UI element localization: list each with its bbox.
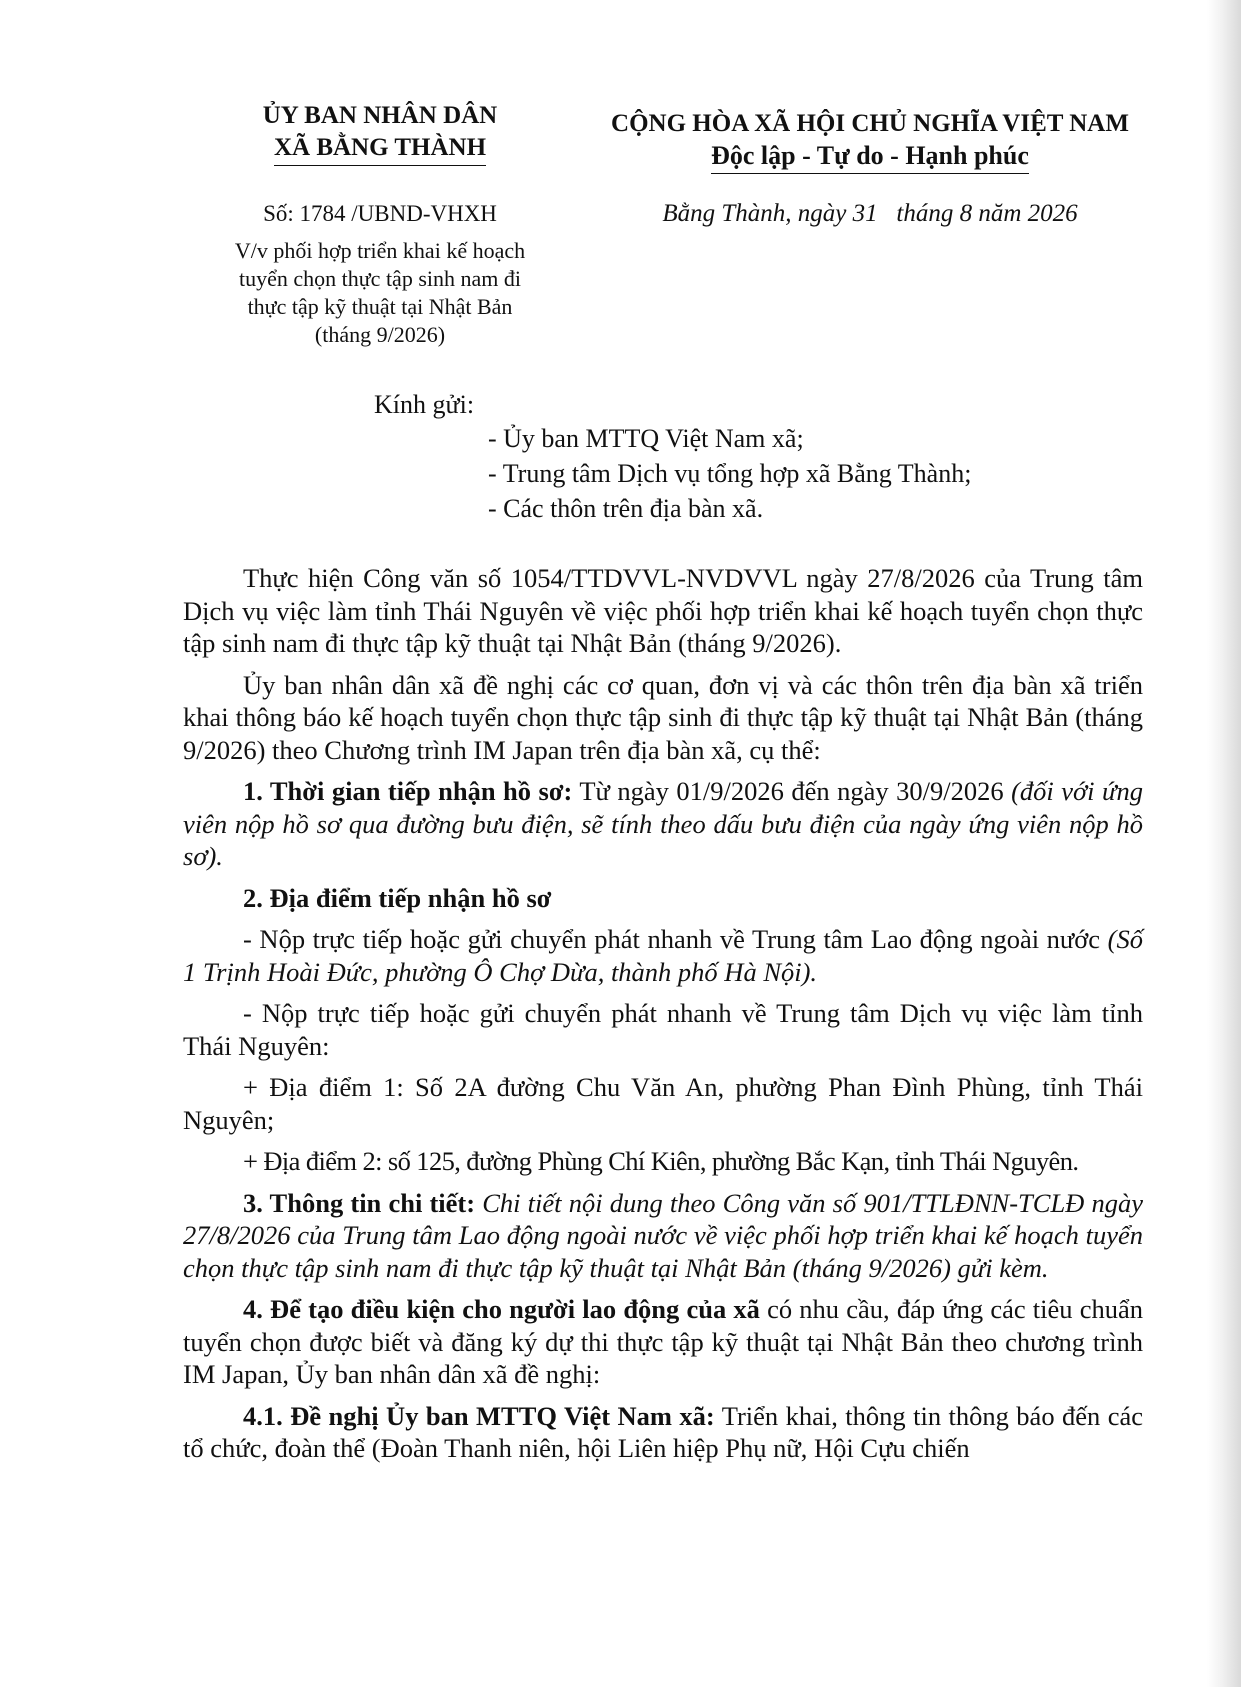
document-subject: [190, 237, 570, 349]
country-name: CỘNG HÒA XÃ HỘI CHỦ NGHĨA VIỆT NAM: [611, 110, 1129, 137]
section-4-text: có nhu cầu, đáp ứng các tiêu chuẩn tuyển chọn được biết và đăng ký dự thi thực tập kỹ thuật tại Nhật Bản theo chương trình IM Japan, Ủy ban nhân dân xã đề nghị:: [183, 1294, 1143, 1389]
section-2-item-address: (Số 1 Trịnh Hoài Đức, phường Ô Chợ Dừa, thành phố Hà Nội).: [183, 924, 1143, 987]
document-body: [183, 562, 1143, 1474]
document-number: Số: 1784 /UBND-VHXH: [263, 201, 497, 226]
authority-line-2: XÃ BẰNG THÀNH: [274, 132, 486, 166]
subject-line: tuyển chọn thực tập sinh nam đi: [239, 266, 521, 291]
page-edge-shadow: [1207, 0, 1241, 1687]
paragraph-intro: Thực hiện Công văn số 1054/TTDVVL-NVDVVL ngày 27/8/2026 của Trung tâm Dịch vụ việc làm tỉnh Thái Nguyên về việc phối hợp triển khai kế hoạch tuyển chọn thực tập sinh nam đi thực tập kỹ thuật tại Nhật Bản (tháng 9/2026).: [183, 563, 1143, 658]
section-4-1: [183, 1400, 1143, 1465]
section-2: [183, 882, 1143, 915]
recipient-item: - Các thôn trên địa bàn xã.: [488, 494, 764, 523]
section-1-text: Từ ngày 01/9/2026 đến ngày 30/9/2026: [572, 776, 1012, 806]
document-date: Bằng Thành, ngày 31 tháng 8 năm 2026: [662, 200, 1078, 227]
subject-line: thực tập kỹ thuật tại Nhật Bản: [247, 294, 513, 319]
section-3: [183, 1187, 1143, 1285]
section-2-location: + Địa điểm 2: số 125, đường Phùng Chí Kiên, phường Bắc Kạn, tỉnh Thái Nguyên.: [243, 1146, 1079, 1176]
section-2-item: [183, 923, 1143, 988]
subject-line: (tháng 9/2026): [314, 322, 446, 347]
section-2-location: + Địa điểm 1: Số 2A đường Chu Văn An, phường Phan Đình Phùng, tỉnh Thái Nguyên;: [183, 1072, 1143, 1135]
recipient-item: - Trung tâm Dịch vụ tổng hợp xã Bằng Thành;: [488, 459, 972, 488]
section-1: [183, 775, 1143, 873]
section-4: [183, 1293, 1143, 1391]
subject-line: V/v phối hợp triển khai kế hoạch: [234, 238, 526, 263]
section-1-note: (đối với ứng viên nộp hồ sơ qua đường bưu điện, sẽ tính theo dấu bưu điện của ngày ứng viên nộp hồ sơ).: [183, 776, 1143, 871]
national-motto: Độc lập - Tự do - Hạnh phúc: [711, 140, 1029, 174]
authority-line-1: ỦY BAN NHÂN DÂN: [262, 102, 498, 129]
section-2-heading: 2. Địa điểm tiếp nhận hồ sơ: [243, 882, 552, 913]
section-3-text: Chi tiết nội dung theo Công văn số 901/TTLĐNN-TCLĐ ngày 27/8/2026 của Trung tâm Lao động ngoài nước về việc phối hợp triển khai kế hoạch tuyển chọn thực tập sinh nam đi thực tập kỹ thuật tại Nhật Bản (tháng 9/2026) gửi kèm.: [183, 1187, 1143, 1283]
section-4-heading: 4. Để tạo điều kiện cho người lao động của xã: [243, 1294, 760, 1324]
recipient-list: [488, 421, 971, 526]
section-3-heading: 3. Thông tin chi tiết:: [243, 1187, 476, 1218]
section-2-item-text: - Nộp trực tiếp hoặc gửi chuyển phát nhanh về Trung tâm Lao động ngoài nước: [243, 924, 1108, 954]
national-header: [570, 108, 1170, 174]
recipient-item: - Ủy ban MTTQ Việt Nam xã;: [488, 424, 804, 453]
section-2-item: - Nộp trực tiếp hoặc gửi chuyển phát nhanh về Trung tâm Dịch vụ việc làm tỉnh Thái Nguyên:: [183, 998, 1143, 1061]
section-4-1-heading: 4.1. Đề nghị Ủy ban MTTQ Việt Nam xã:: [243, 1400, 715, 1431]
section-4-1-text: Triển khai, thông tin thông báo đến các tổ chức, đoàn thể (Đoàn Thanh niên, hội Liên hiệp Phụ nữ, Hội Cựu chiến: [183, 1400, 1143, 1463]
issuing-authority: [190, 100, 570, 166]
section-1-heading: 1. Thời gian tiếp nhận hồ sơ:: [243, 776, 573, 806]
salutation: Kính gửi:: [374, 390, 475, 419]
paragraph-request: Ủy ban nhân dân xã đề nghị các cơ quan, đơn vị và các thôn trên địa bàn xã triển khai thông báo kế hoạch tuyển chọn thực tập sinh đi thực tập kỹ thuật tại Nhật Bản (tháng 9/2026) theo Chương trình IM Japan trên địa bàn xã, cụ thể:: [183, 669, 1143, 765]
